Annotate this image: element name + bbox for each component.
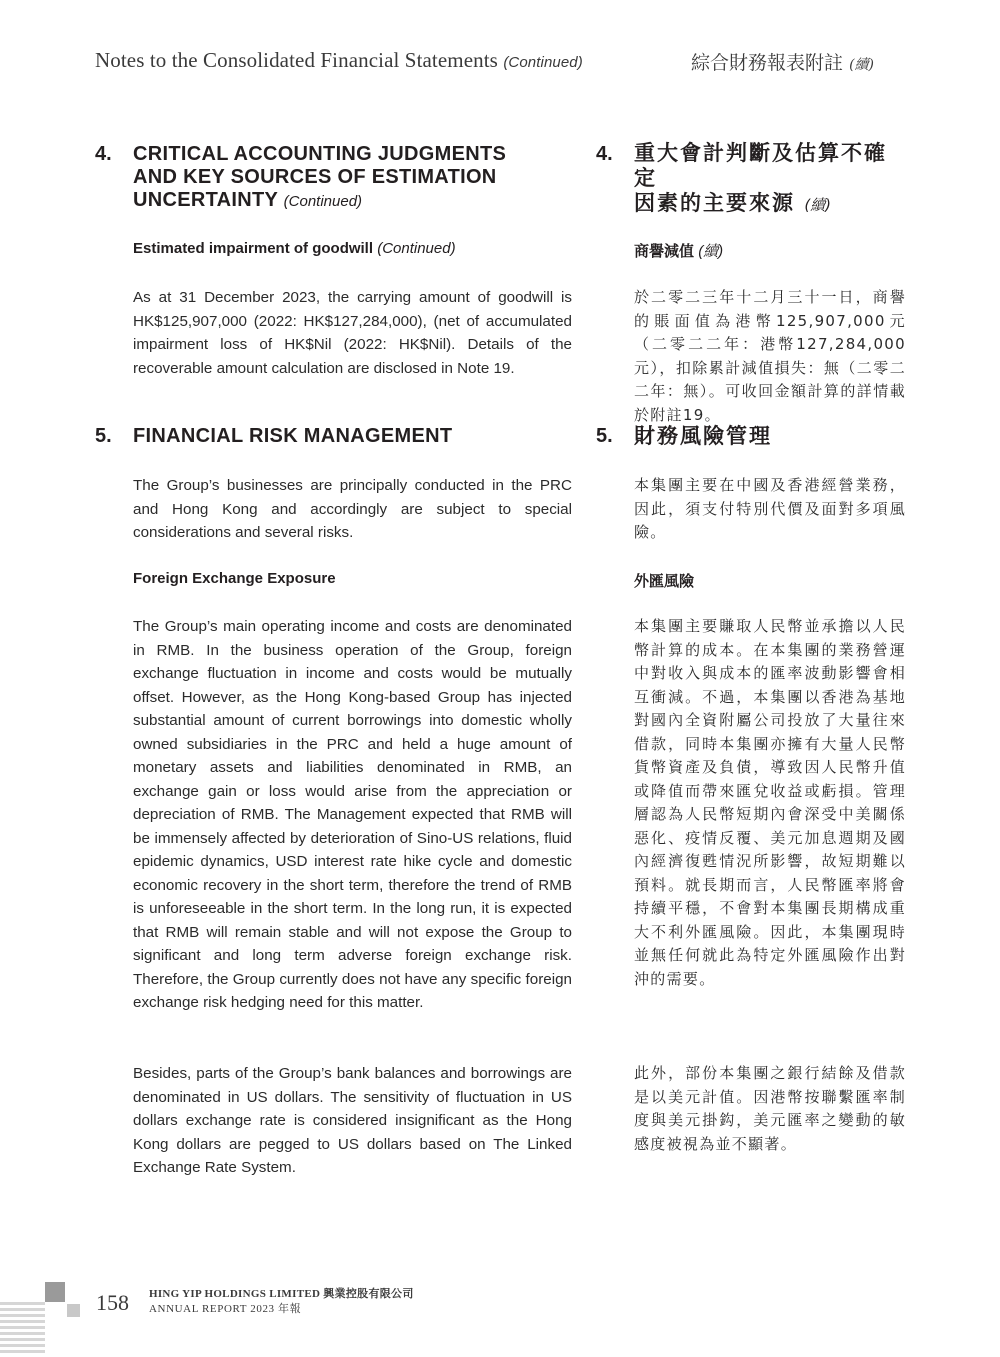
section5-heading-en — [95, 425, 573, 448]
section4-title-line2: AND KEY SOURCES OF ESTIMATION — [133, 166, 497, 188]
section4-heading-en — [95, 143, 573, 213]
fx-subheading-en: Foreign Exchange Exposure — [133, 570, 336, 587]
fx-paragraph2-zh: 此外，部份本集團之銀行結餘及借款是以美元計值。因港幣按聯繫匯率制度與美元掛鈎，美元匯率之變動的敏感度被視為並不顯著。 — [634, 1064, 906, 1153]
risk-intro-zh: 本集團主要在中國及香港經營業務，因此，須支付特別代價及面對多項風險。 — [634, 476, 906, 541]
fx-subheading-zh: 外匯風險 — [634, 573, 695, 590]
section5-number-zh: 5. — [596, 425, 613, 447]
header-continued-en: (Continued) — [503, 54, 583, 71]
goodwill-body-en: As at 31 December 2023, the carrying amount of goodwill is HK$125,907,000 (2022: HK$127,284,000), (net of accumulated impairment loss of HK$Nil (2022: HK$Nil). Details of the recoverable amount calculation are disclosed in Note 19. — [133, 289, 572, 377]
risk-intro-en: The Group’s businesses are principally conducted in the PRC and Hong Kong and accordingly are subject to special considerations and several risks. — [133, 477, 572, 541]
section4-number-zh: 4. — [596, 143, 613, 165]
page-number: 158 — [96, 1290, 129, 1315]
header-title-en: Notes to the Consolidated Financial Statements (Continued) — [95, 48, 583, 72]
goodwill-subheading-en: Estimated impairment of goodwill (Continued) — [133, 240, 456, 257]
page-header — [95, 48, 915, 78]
section4-title-line3: UNCERTAINTY — [133, 189, 278, 211]
section4-title-zh-line1: 重大會計判斷及估算不確定 — [634, 141, 887, 190]
section5-title-zh: 財務風險管理 — [634, 424, 772, 448]
section4-title-zh-line2: 因素的主要來源 — [634, 191, 795, 215]
section4-continued-zh: (續) — [804, 196, 832, 214]
section5-title-en: FINANCIAL RISK MANAGEMENT — [133, 425, 453, 447]
section4-title-line1: CRITICAL ACCOUNTING JUDGMENTS — [133, 143, 507, 165]
page-footer — [0, 1282, 1000, 1357]
header-title-zh: 綜合財務報表附註 (續) — [691, 52, 874, 74]
goodwill-subheading-zh: 商譽減值 (續) — [634, 243, 724, 260]
footer-decoration-graphic — [0, 1282, 90, 1357]
fx-paragraph2-en: Besides, parts of the Group’s bank balances and borrowings are denominated in US dollars. The sensitivity of fluctuation in US dollars exchange rate is considered insignificant as the Hong Kong dollars are pegged to US dollars based on The Linked Exchange Rate System. — [133, 1065, 572, 1176]
fx-paragraph1-en: The Group’s main operating income and costs are denominated in RMB. In the business operation of the Group, foreign exchange fluctuation in income and costs would be mutually offset. However, as the Hong Kong-based Group has injected substantial amount of current borrowings into domestic wholly owned subsidiaries in the PRC and held a huge amount of monetary assets and liabilities denominated in RMB, an exchange gain or loss would arise from the appreciation or depreciation of RMB. The Management expected that RMB will be immensely affected by deterioration of Sino-US relations, fluid epidemic dynamics, USD interest rate hike cycle and domestic economic recovery in the short term, therefore the trend of RMB is unforeseeable in the short term. In the long run, it is expected that RMB will remain stable and will not expose the Group to significant and long term adverse foreign exchange risk. Therefore, the Group currently does not have any specific foreign exchange risk hedging need for this matter. — [133, 618, 572, 1011]
section5-number-en: 5. — [95, 425, 112, 447]
header-continued-zh: (續) — [849, 57, 874, 73]
section4-heading-zh — [596, 141, 906, 218]
section5-heading-zh — [596, 424, 906, 449]
company-name: HING YIP HOLDINGS LIMITED 興業控股有限公司 — [149, 1288, 414, 1300]
section4-number-en: 4. — [95, 143, 112, 165]
goodwill-body-zh: 於二零二三年十二月三十一日，商譽的賬面值為港幣125,907,000元（二零二二年：港幣127,284,000元），扣除累計減值損失：無（二零二二年：無）。可收回金額計算的詳情載於附註19。 — [634, 288, 906, 424]
fx-paragraph1-zh: 本集團主要賺取人民幣並承擔以人民幣計算的成本。在本集團的業務營運中對收入與成本的匯率波動影響會相互衝減。不過，本集團以香港為基地對國內全資附屬公司投放了大量往來借款，同時本集團亦擁有大量人民幣貨幣資產及負債，導致因人民幣升值或降值而帶來匯兌收益或虧損。管理層認為人民幣短期內會深受中美關係惡化、疫情反覆、美元加息週期及國內經濟復甦情況所影響，故短期難以預料。就長期而言，人民幣匯率將會持續平穩，不會對本集團長期構成重大不利外匯風險。因此，本集團現時並無任何就此為特定外匯風險作出對沖的需要。 — [634, 617, 906, 988]
report-title: ANNUAL REPORT 2023 年報 — [149, 1303, 302, 1315]
section4-continued-en: (Continued) — [283, 193, 363, 210]
